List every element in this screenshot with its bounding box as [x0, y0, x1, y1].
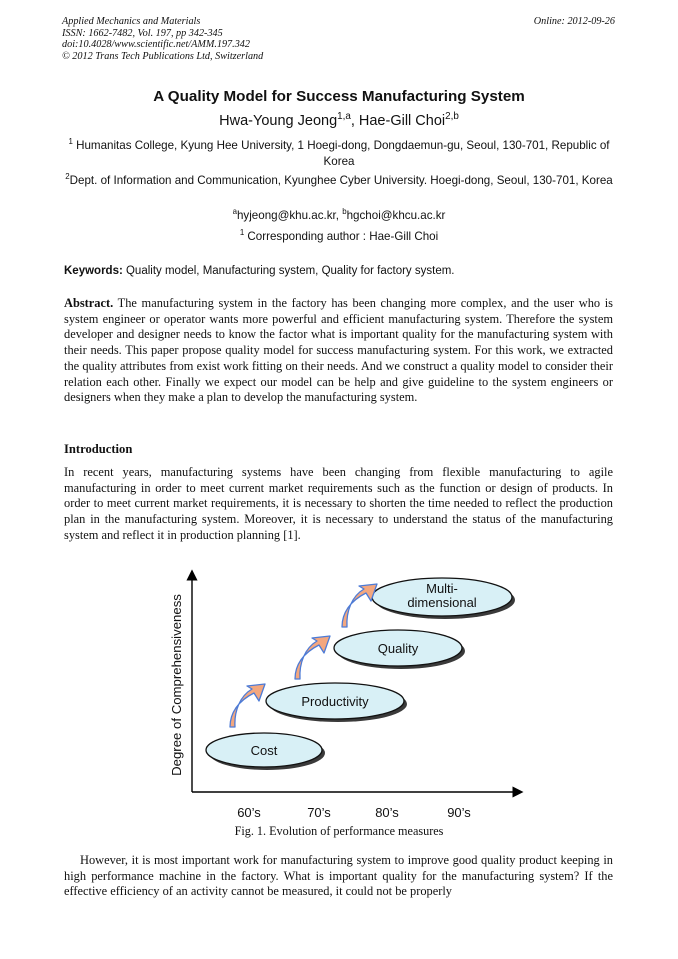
keywords-text: Quality model, Manufacturing system, Quality for factory system. [122, 265, 455, 277]
author-2-sup: 2,b [445, 111, 459, 123]
figure-caption: Fig. 1. Evolution of performance measures [234, 824, 444, 838]
email-a: hyjeong@khu.ac.kr, [236, 209, 343, 222]
email-b: hgchoi@khcu.ac.kr [346, 209, 446, 222]
author-1: Hwa-Young Jeong [219, 113, 338, 129]
abstract-text: The manufacturing system in the factory has been changing more complex, and the user who is system engineer or operator wants more powerful and efficient manufacturing system. Therefore the system developer and designer needs to know the factor what is important quality for the manufacturing system with their needs. This paper propose quality model for success manufacturing system. For this work, we extracted the quality attributes from exist work fitting on their needs. And we construct a quality model to consider their relation each other. Finally we expect our model can be help and give guideline to the system engineers or designers when they make a plan to develop the manufacturing system. [64, 296, 613, 405]
affiliation-2-text: Dept. of Information and Communication, Kyunghee Cyber University. Hoegi-dong, Seoul, 130-701, Korea [69, 174, 613, 187]
stage-cost [206, 733, 325, 770]
affiliation-1-sup: 1 [68, 137, 73, 147]
author-line [0, 113, 678, 129]
stage-label: dimensional [407, 595, 477, 610]
curved-arrow-icon [230, 684, 265, 727]
email-a-sup: a [232, 207, 237, 217]
x-tick-label: 70’s [307, 805, 331, 820]
issn-line: ISSN: 1662-7482, Vol. 197, pp 342-345 [62, 27, 223, 39]
author-separator: , [350, 113, 359, 129]
stage-quality [334, 630, 465, 669]
keywords [64, 265, 624, 277]
x-tick-label: 60’s [237, 805, 261, 820]
curved-arrow-icon [295, 636, 330, 679]
online-date: Online: 2012-09-26 [533, 16, 615, 27]
author-1-sup: 1,a [337, 111, 351, 123]
abstract [64, 296, 613, 406]
stage-productivity [266, 683, 407, 722]
affiliation-1 [64, 138, 614, 169]
author-2: Hae-Gill Choi [358, 113, 446, 129]
corr-sup: 1 [239, 228, 245, 238]
stage-label: Productivity [301, 694, 369, 709]
stage-label: Multi- [426, 581, 458, 596]
affiliation-2-sup: 2 [65, 172, 70, 182]
keywords-label: Keywords: [64, 265, 123, 277]
corresponding-author [64, 229, 614, 245]
email-line [64, 208, 614, 224]
stage-multi-dimensional [372, 578, 515, 619]
stage-label: Cost [250, 743, 278, 758]
intro-paragraph-2: However, it is most important work for manufacturing system to improve good quality product keeping in high performance machine in the factory. What is important quality for the manufacturing system? If the effective efficiency of an activity cannot be measured, it could not be properly [64, 853, 613, 899]
y-axis-label: Degree of Comprehensiveness [169, 594, 184, 776]
section-heading-introduction: Introduction [64, 442, 133, 456]
figure-1 [160, 565, 530, 830]
corr-text: Corresponding author : Hae-Gill Choi [244, 230, 439, 243]
abstract-label: Abstract. [64, 296, 114, 310]
curved-arrow-icon [342, 584, 377, 627]
email-b-sup: b [342, 207, 347, 217]
stage-label: Quality [377, 641, 419, 656]
x-tick-label: 90’s [447, 805, 471, 820]
paper-title: A Quality Model for Success Manufacturing System [153, 88, 525, 105]
intro-paragraph-1: In recent years, manufacturing systems have been changing from flexible manufacturing to agile manufacturing in order to meet current market requirements such as the function or design of products. In order to meet current market requirements, it is necessary to shorten the time needed to reflect the production plan in the manufacturing system. Moreover, it is necessary to understand the status of the manufacturing system and reflect it in production planning [1]. [64, 465, 613, 542]
doi-line: doi:10.4028/www.scientific.net/AMM.197.342 [62, 39, 250, 51]
affiliation-1-text: Humanitas College, Kyung Hee University, 1 Hoegi-dong, Dongdaemun-gu, Seoul, 130-701, Republic of Korea [72, 139, 610, 168]
x-tick-label: 80’s [375, 805, 399, 820]
copyright-line: © 2012 Trans Tech Publications Ltd, Switzerland [62, 50, 264, 62]
journal-name: Applied Mechanics and Materials [62, 16, 201, 27]
affiliation-2 [64, 173, 614, 189]
journal-header [62, 16, 263, 62]
